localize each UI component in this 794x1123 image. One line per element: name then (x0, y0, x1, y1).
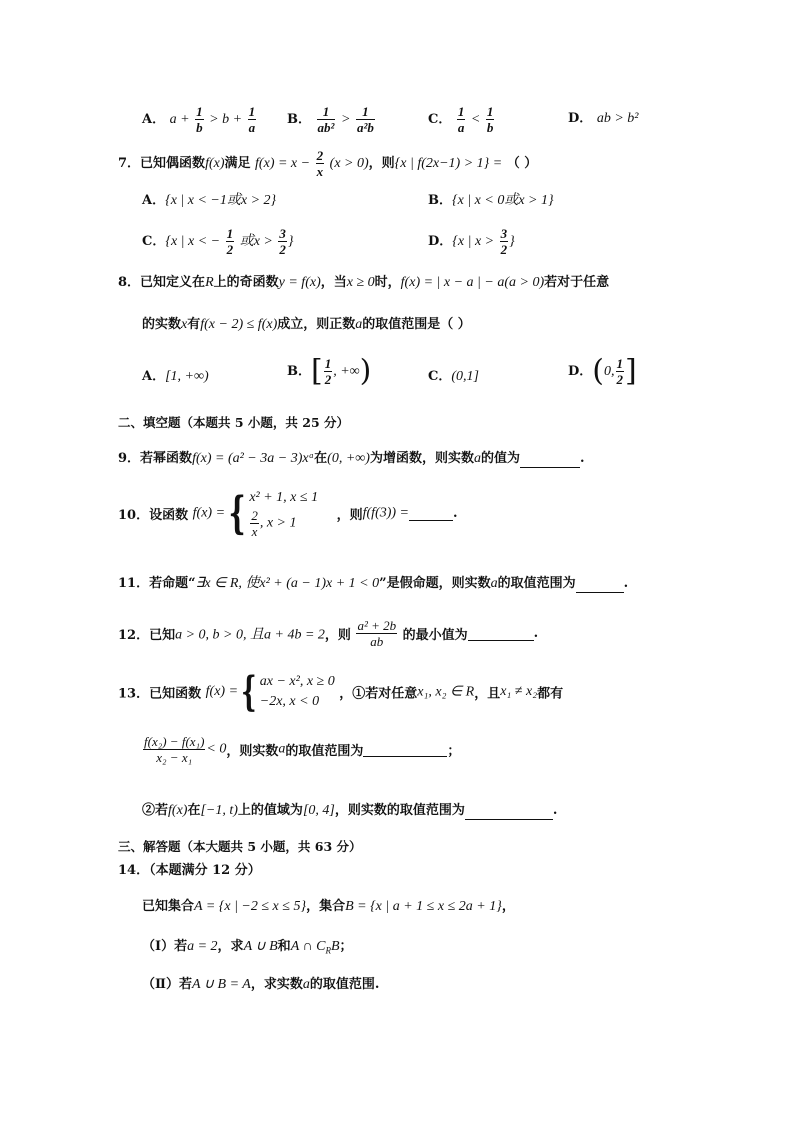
section-heading-fill-in: 二、填空题（本题共 5 小题，共 25 分） (118, 415, 350, 430)
q14-text: ； (339, 939, 353, 954)
q13-math: a (278, 741, 286, 757)
answer-paren: （ ） (506, 156, 538, 171)
q9-math: a (473, 451, 481, 466)
fraction (356, 104, 375, 135)
q7-option-d-expr: } (509, 234, 515, 249)
q11-text: ”是假命题，则实数 (379, 576, 491, 591)
q8-math: y = f(x) (278, 275, 321, 290)
fraction (143, 734, 205, 765)
frac-den: b (486, 120, 494, 135)
q13-math: f(x) (168, 803, 188, 818)
q9-text: . (579, 451, 585, 466)
q12-text: 的最小值为 (402, 628, 468, 643)
fraction (317, 104, 336, 135)
fraction (226, 226, 235, 257)
q9-number: 9． (118, 451, 141, 466)
piecewise-cases (249, 488, 318, 539)
q14-score: （本题满分 12 分） (149, 863, 261, 878)
q10-math: f(f(3)) = (362, 505, 409, 521)
q13-text: 上的值域为 (237, 803, 303, 818)
q6-option-d-expr: ab > b² (596, 111, 639, 126)
case-row: −2x, x < 0 (259, 694, 320, 709)
q8-math: x (181, 317, 188, 332)
q12-text: 已知 (149, 628, 176, 643)
q8-option-d-expr: 0, (604, 364, 615, 379)
q6-option-c-label: C． (428, 112, 452, 127)
q11-text: . (623, 576, 629, 591)
q13-text: ②若 (142, 803, 169, 818)
q8-text: ，当 (320, 275, 347, 290)
q8-option-b-label: B． (287, 364, 311, 379)
q8-option-c-expr: (0,1] (451, 369, 479, 384)
q7-option-a-expr: {x | x < −1或x > 2} (165, 193, 277, 208)
q7-def: f(x) = x − (255, 156, 311, 171)
fraction (356, 618, 397, 649)
q8-text: 的实数 (142, 317, 182, 332)
fraction (457, 104, 466, 135)
q8-math: f(x) = | x − a | − a(a > 0) (400, 275, 545, 290)
q13-text: 已知函数 (149, 686, 202, 702)
q7-option-a (142, 192, 276, 210)
q13-math: f(x) = (205, 684, 239, 699)
q6-option-d-label: D． (568, 111, 593, 126)
q7-option-c-expr: 或x > (239, 234, 273, 249)
q8-option-b: B．[ $\frac{1}{2}$ , +∞) (287, 353, 372, 389)
q8-math: a (355, 317, 363, 332)
frac-den: ab² (317, 120, 335, 135)
answer-blank (409, 506, 453, 521)
q13-part2 (142, 802, 557, 820)
q7-number: 7． (118, 156, 141, 171)
q12-number: 12． (118, 628, 150, 643)
q6-option-d (568, 110, 638, 128)
q6-option-a: A． a + $\frac{1}{b}$ > b + $\frac{1}{a}$ (142, 104, 256, 135)
q8-number: 8． (118, 275, 141, 290)
q11 (118, 575, 628, 593)
q14-math: R (325, 945, 331, 956)
frac-den: x₂ − x₁ (156, 750, 193, 765)
q13-part1 (142, 734, 460, 765)
q13-text: ，则实数的取值范围为 (334, 803, 465, 818)
q7-option-c (142, 226, 294, 257)
q13-math: [−1, t) (200, 803, 238, 818)
q14-text: （Ⅰ）若 (142, 939, 188, 954)
q13-text: ，①若对任意 (339, 686, 418, 702)
answer-blank (468, 626, 534, 641)
q14-text: ，求实数 (250, 977, 303, 992)
q8-text: 上的奇函数 (213, 275, 279, 290)
q7-stem (118, 148, 537, 179)
q14-text: ，集合 (306, 899, 346, 914)
q13-stem (118, 668, 564, 715)
fraction (316, 148, 325, 179)
frac-den: a²b (356, 120, 374, 135)
q14-text: 的取值范围. (309, 977, 380, 992)
q8-math: R (205, 275, 214, 290)
q7-option-c-expr: {x | x < − (165, 234, 221, 249)
frac-num: 1 (486, 104, 494, 119)
q9-text: 在 (314, 451, 328, 466)
q7-option-b-label: B． (428, 193, 452, 208)
q8-text: 若对于任意 (544, 275, 610, 290)
q8-text: 成立，则正数 (277, 317, 356, 332)
frac-num: 1 (457, 104, 465, 119)
q12-text: . (533, 626, 539, 641)
answer-blank (576, 578, 624, 593)
frac-num: 1 (248, 104, 256, 119)
q7-option-d (428, 226, 515, 257)
q11-text: 若命题“ (149, 576, 196, 591)
frac-num: 1 (196, 104, 203, 119)
q8-text: 已知定义在 (140, 275, 206, 290)
q13-text: . (552, 803, 558, 818)
q10-number: 10． (118, 508, 150, 523)
q7-set: {x | f(2x−1) > 1} = (394, 156, 503, 171)
frac-den: x (316, 164, 324, 179)
q11-text: 的取值范围为 (497, 576, 576, 591)
q8-option-c (428, 368, 479, 386)
q7-fx: f(x) (205, 156, 225, 171)
fraction (500, 226, 509, 257)
fraction (486, 104, 495, 135)
frac-num: f(x₂) − f(x₁) (144, 734, 205, 749)
q7-option-d-expr: {x | x > (452, 234, 495, 249)
q14-math: B (330, 939, 340, 954)
q14-number: 14． (118, 863, 150, 878)
q7-text: 满足 (224, 156, 251, 171)
q8-text: 时， (374, 275, 401, 290)
q14-text: ，求 (217, 939, 244, 954)
q13-text: ，则实数 (226, 744, 279, 759)
q8-option-d-label: D． (568, 364, 593, 379)
fraction (616, 356, 625, 387)
q7-option-b-expr: {x | x < 0或x > 1} (452, 193, 554, 208)
q13-text: 都有 (537, 686, 564, 702)
q14-part1 (142, 938, 353, 960)
fraction (195, 104, 204, 135)
q13-text: 的取值范围为 (285, 744, 364, 759)
q7-option-b (428, 192, 554, 210)
q12-text: ，则 (324, 628, 351, 643)
q9-text: 的值为 (480, 451, 520, 466)
fraction (248, 104, 257, 135)
q13-math: x₁ ≠ x₂ (500, 684, 538, 699)
q13-number: 13． (118, 686, 150, 702)
frac-num: 1 (324, 356, 332, 371)
q7-option-d-label: D． (428, 234, 453, 249)
q8-option-b-expr: , +∞ (333, 364, 360, 379)
q8-option-a (142, 368, 209, 386)
q14-math: B = {x | a + 1 ≤ x ≤ 2a + 1} (345, 899, 502, 914)
q9-math: (0, +∞) (327, 451, 370, 466)
q8-stem-line1 (118, 274, 609, 292)
q14-header (118, 862, 261, 880)
q14-math: A ∪ B = A (191, 977, 251, 992)
frac-den: x (251, 524, 258, 539)
left-brace: { (228, 487, 246, 539)
q9 (118, 450, 585, 468)
q10-text: ，则 (336, 508, 363, 523)
q8-math: f(x − 2) ≤ f(x) (200, 317, 278, 332)
q8-option-d: D．(0, $\frac{1}{2}$ ] (568, 353, 637, 389)
q9-text: 若幂函数 (140, 451, 193, 466)
q7-option-c-expr: } (287, 234, 294, 249)
q11-math: ∃x ∈ R, 使x² + (a − 1)x + 1 < 0 (195, 576, 380, 591)
q6-option-a-label: A． (142, 112, 166, 127)
q14-text: ， (501, 899, 515, 914)
q14-math: A ∩ C (290, 939, 326, 954)
frac-den: 2 (500, 242, 508, 257)
q7-def: (x > 0) (329, 156, 369, 171)
q13-text: ，且 (474, 686, 501, 702)
q9-text: 为增函数，则实数 (369, 451, 474, 466)
q8-text: 有 (187, 317, 201, 332)
q6-option-c: C． $\frac{1}{a}$ < $\frac{1}{b}$ (428, 104, 494, 135)
frac-den: a (457, 120, 465, 135)
case-row: , x > 1 (259, 515, 297, 531)
q12 (118, 618, 538, 649)
q13-text: ； (447, 744, 461, 759)
answer-blank (465, 805, 553, 820)
frac-num: 1 (317, 104, 336, 120)
q6-option-b: B． $\frac{1}{\text{ab²}}$ > $\frac{1}{\text{a²b}}$ (287, 104, 374, 135)
q8-option-a-label: A． (142, 369, 166, 384)
q8-option-c-label: C． (428, 369, 452, 384)
q8-math: x ≥ 0 (346, 275, 375, 290)
frac-den: 2 (324, 372, 332, 387)
piecewise-cases (260, 672, 335, 712)
frac-den: 2 (226, 242, 234, 257)
frac-den: 2 (279, 242, 286, 257)
frac-num: 2 (251, 508, 258, 523)
frac-num: 1 (226, 226, 234, 241)
q12-math: a > 0, b > 0, 且a + 4b = 2 (175, 627, 325, 643)
q14-line1 (142, 898, 515, 916)
q14-part2 (142, 976, 379, 994)
q6-option-b-label: B． (287, 112, 311, 127)
q7-option-a-label: A． (142, 193, 166, 208)
q8-option-a-expr: [1, +∞) (165, 369, 209, 384)
frac-num: 3 (279, 226, 286, 241)
q14-text: （Ⅱ）若 (142, 977, 192, 992)
q13-math: < 0 (206, 741, 227, 757)
q8-text: 的取值范围是（ ） (362, 317, 471, 332)
q7-option-c-label: C． (142, 234, 166, 249)
q13-math: x₁, x₂ ∈ R (417, 684, 475, 700)
q7-text: ，则 (368, 156, 395, 171)
q14-text: 已知集合 (142, 899, 195, 914)
q11-math: a (490, 576, 498, 591)
frac-num: 1 (616, 356, 623, 371)
frac-den: b (196, 120, 203, 135)
q10 (118, 488, 458, 539)
q9-math: f(x) = (a² − 3a − 3)xᵃ (192, 451, 315, 466)
frac-num: 3 (500, 226, 508, 241)
frac-num: 2 (316, 148, 324, 163)
answer-blank (363, 742, 447, 757)
q11-number: 11． (118, 576, 150, 591)
q10-text: . (453, 506, 458, 521)
fraction (278, 226, 287, 257)
frac-den: a (248, 120, 256, 135)
q14-math: A ∪ B (243, 939, 278, 954)
section-heading-solutions: 三、解答题（本大题共 5 小题，共 63 分） (118, 839, 362, 854)
q10-math: f(x) = (192, 505, 226, 521)
frac-num: a² + 2b (357, 618, 397, 633)
case-row: ax − x², x ≥ 0 (259, 674, 335, 689)
frac-num: 1 (356, 104, 375, 120)
q13-text: 在 (187, 803, 201, 818)
q14-math: A = {x | −2 ≤ x ≤ 5} (194, 899, 307, 914)
q14-math: a (302, 977, 310, 992)
fraction (324, 356, 333, 387)
answer-blank (520, 453, 580, 468)
q8-stem-line2 (142, 316, 471, 334)
q7-text: 已知偶函数 (140, 156, 206, 171)
fraction (250, 508, 259, 539)
q13-math: [0, 4] (302, 803, 335, 818)
frac-den: 2 (616, 372, 623, 387)
q14-text: 和 (277, 939, 291, 954)
left-brace: { (241, 668, 257, 715)
frac-den: ab (370, 634, 384, 649)
q10-text: 设函数 (149, 508, 189, 523)
q14-math: a = 2 (187, 939, 218, 954)
case-row: x² + 1, x ≤ 1 (249, 490, 319, 505)
